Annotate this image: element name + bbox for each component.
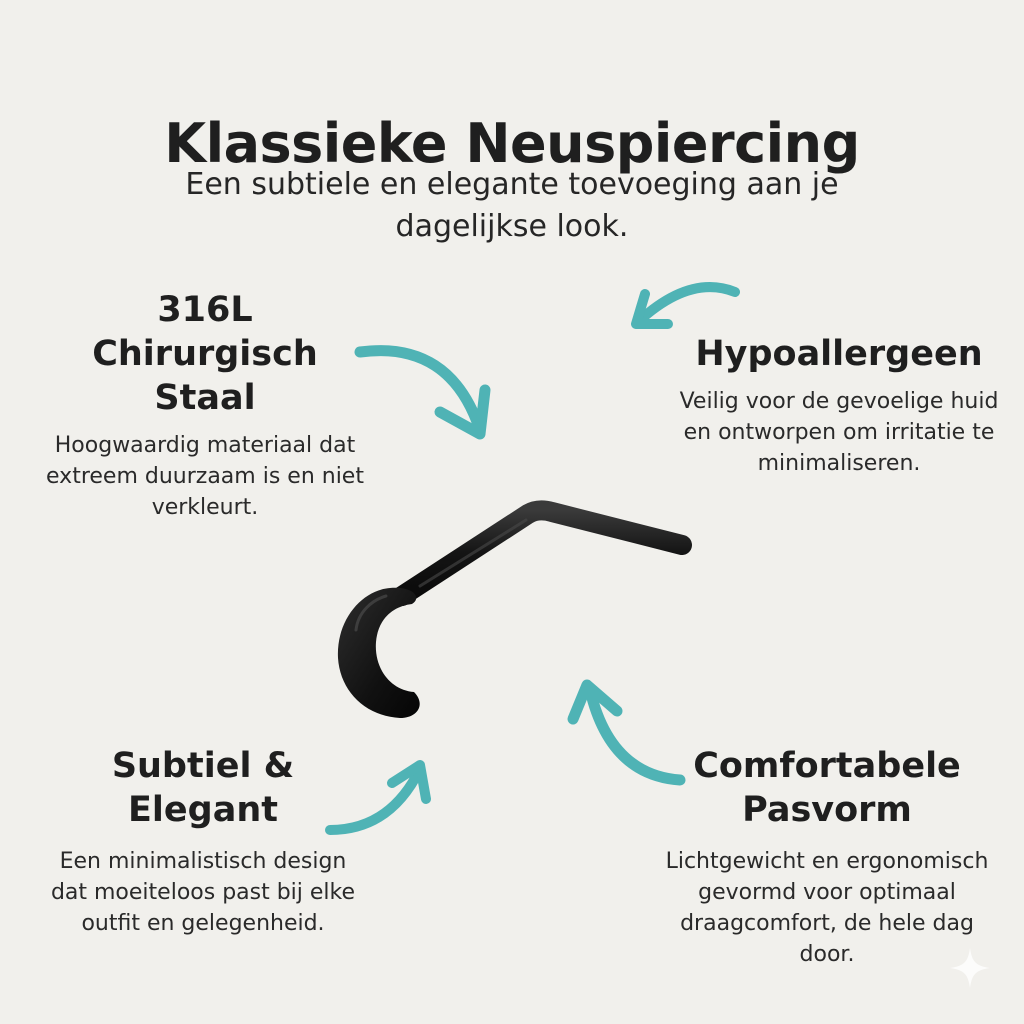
feature-surgical-steel <box>40 288 370 523</box>
sparkle-icon <box>946 944 994 992</box>
feature-description: Hoogwaardig materiaal dat extreem duurzaam is en niet verkleurt. <box>46 433 364 520</box>
curved-arrow-icon <box>620 272 750 342</box>
nose-stud-image <box>320 490 700 730</box>
feature-description: Veilig voor de gevoelige huid en ontworpen om irritatie te minimaliseren. <box>679 389 999 476</box>
page-subtitle: Een subtiele en elegante toevoeging aan je dagelijkse look. <box>185 167 839 244</box>
feature-hypoallergenic <box>672 332 1006 479</box>
curved-arrow-icon <box>320 755 440 845</box>
feature-title: Hypoallergeen <box>695 334 983 374</box>
feature-title: 316L Chirurgisch Staal <box>92 290 318 418</box>
curved-arrow-icon <box>350 330 500 450</box>
feature-comfortable-fit <box>652 744 1002 970</box>
feature-subtle-elegant <box>40 744 366 939</box>
feature-title: Comfortabele Pasvorm <box>693 746 961 830</box>
feature-description: Lichtgewicht en ergonomisch gevormd voor optimaal draagcomfort, de hele dag door. <box>665 849 989 967</box>
page-title: Klassieke Neuspiercing <box>164 112 860 176</box>
feature-description: Een minimalistisch design dat moeiteloos past bij elke outfit en gelegenheid. <box>50 849 356 936</box>
feature-title: Subtiel & Elegant <box>111 746 295 830</box>
